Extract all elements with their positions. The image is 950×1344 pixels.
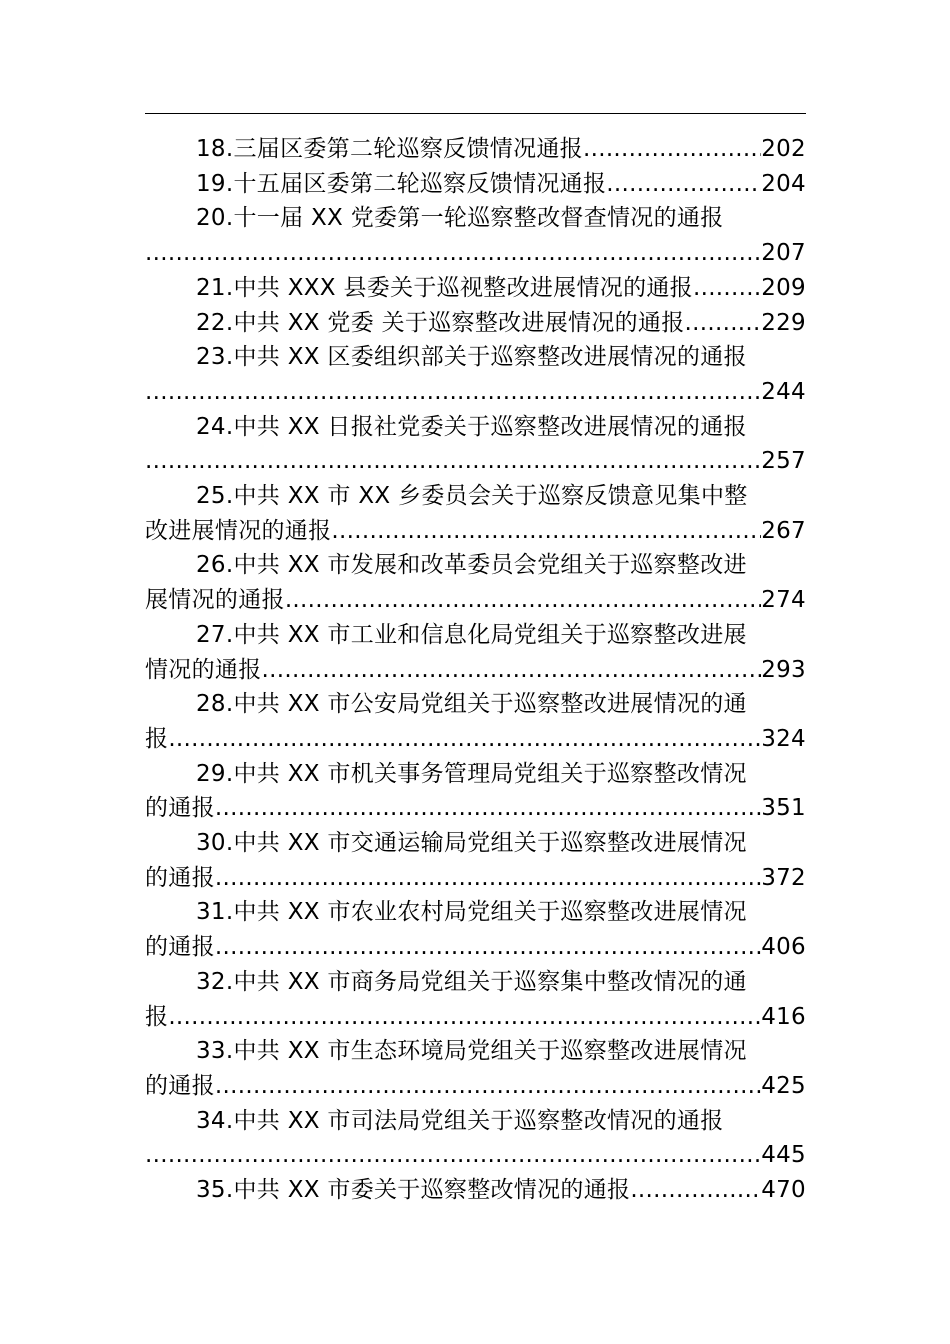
toc-page-number: 470 bbox=[761, 1177, 806, 1204]
toc-page-number: 267 bbox=[761, 517, 806, 544]
toc-entry[interactable] bbox=[145, 340, 806, 409]
toc-entry[interactable] bbox=[145, 757, 806, 826]
toc-entry-title: 19.十五届区委第二轮巡察反馈情况通报 bbox=[196, 170, 607, 197]
toc-leader-dots bbox=[145, 1138, 761, 1173]
toc-entry-title: 18.三届区委第二轮巡察反馈情况通报 bbox=[196, 136, 583, 162]
toc-entry[interactable] bbox=[145, 548, 806, 617]
toc-entry-title: 33.中共 XX 市生态环境局党组关于巡察整改进展情况 bbox=[196, 1038, 747, 1065]
toc-line bbox=[145, 410, 806, 445]
toc-entry-title-continuation: 展情况的通报 bbox=[145, 587, 285, 614]
toc-leader-dots bbox=[215, 1069, 761, 1104]
toc-entry[interactable] bbox=[145, 965, 806, 1034]
toc-line bbox=[145, 340, 806, 375]
toc-line bbox=[145, 236, 806, 271]
toc-leader-dots bbox=[168, 722, 761, 757]
toc-page-number: 406 bbox=[761, 934, 806, 961]
toc-page-number: 274 bbox=[761, 587, 806, 614]
toc-page-number: 202 bbox=[761, 136, 806, 162]
toc-leader-dots bbox=[630, 1173, 761, 1208]
toc-line bbox=[145, 375, 806, 410]
toc-entry-title: 31.中共 XX 市农业农村局党组关于巡察整改进展情况 bbox=[196, 899, 747, 926]
toc-entry[interactable] bbox=[145, 826, 806, 895]
toc-leader-dots bbox=[145, 375, 761, 410]
toc-page-number: 257 bbox=[761, 448, 806, 475]
toc-line bbox=[145, 861, 806, 896]
toc-page-number: 204 bbox=[761, 170, 806, 197]
toc-line bbox=[145, 930, 806, 965]
toc-line bbox=[145, 722, 806, 757]
toc-entry-title-continuation: 的通报 bbox=[145, 1072, 215, 1099]
toc-entry[interactable] bbox=[145, 687, 806, 756]
toc-line bbox=[145, 791, 806, 826]
toc-page-number: 209 bbox=[761, 274, 806, 301]
toc-entry-title: 22.中共 XX 党委 关于巡察整改进展情况的通报 bbox=[196, 309, 685, 336]
toc-entry-title: 25.中共 XX 市 XX 乡委员会关于巡察反馈意见集中整 bbox=[196, 483, 748, 510]
toc-entry-title: 30.中共 XX 市交通运输局党组关于巡察整改进展情况 bbox=[196, 830, 747, 857]
toc-leader-dots bbox=[145, 444, 761, 479]
toc-leader-dots bbox=[285, 583, 761, 618]
toc-entry[interactable] bbox=[145, 618, 806, 687]
toc-line bbox=[145, 1138, 806, 1173]
toc-entry-title: 27.中共 XX 市工业和信息化局党组关于巡察整改进展 bbox=[196, 621, 747, 648]
toc-page-number: 244 bbox=[761, 378, 806, 405]
toc-entry-title: 28.中共 XX 市公安局党组关于巡察整改进展情况的通 bbox=[196, 691, 747, 718]
toc-entry-title: 29.中共 XX 市机关事务管理局党组关于巡察整改情况 bbox=[196, 760, 747, 787]
toc-entry[interactable] bbox=[145, 167, 806, 202]
toc-entry[interactable] bbox=[145, 132, 806, 167]
toc-leader-dots bbox=[215, 791, 761, 826]
toc-line bbox=[145, 895, 806, 930]
toc-page-number: 293 bbox=[761, 656, 806, 683]
header-rule bbox=[145, 113, 806, 114]
toc-page-number: 416 bbox=[761, 1003, 806, 1030]
toc-line bbox=[145, 583, 806, 618]
toc-entry[interactable] bbox=[145, 1034, 806, 1103]
toc-entry-title-continuation: 报 bbox=[145, 1003, 169, 1030]
toc-entry-title-continuation: 报 bbox=[145, 725, 169, 752]
toc-entry-title: 32.中共 XX 市商务局党组关于巡察集中整改情况的通 bbox=[196, 968, 747, 995]
toc-entry-title-continuation: 的通报 bbox=[145, 864, 215, 891]
toc-leader-dots bbox=[262, 653, 762, 688]
toc-line bbox=[145, 965, 806, 1000]
toc-page-number: 372 bbox=[761, 864, 806, 891]
toc-entry-title-continuation: 改进展情况的通报 bbox=[145, 517, 332, 544]
toc-line bbox=[145, 1104, 806, 1139]
toc-line bbox=[145, 479, 806, 514]
toc-line bbox=[145, 687, 806, 722]
toc-page-number: 445 bbox=[761, 1142, 806, 1169]
toc-entry[interactable] bbox=[145, 410, 806, 479]
toc-leader-dots bbox=[215, 861, 761, 896]
toc-entry[interactable] bbox=[145, 201, 806, 270]
toc-leader-dots bbox=[215, 930, 761, 965]
toc-entry[interactable] bbox=[145, 1104, 806, 1173]
toc-page-number: 351 bbox=[761, 795, 806, 822]
toc-entry[interactable] bbox=[145, 271, 806, 306]
toc-page-number: 324 bbox=[761, 725, 806, 752]
toc-line bbox=[145, 132, 806, 167]
toc-entry[interactable] bbox=[145, 1173, 806, 1208]
toc-line bbox=[145, 167, 806, 202]
toc-leader-dots bbox=[145, 236, 761, 271]
toc-leader-dots bbox=[331, 514, 761, 549]
toc-entry-title-continuation: 的通报 bbox=[145, 795, 215, 822]
toc-line bbox=[145, 271, 806, 306]
toc-entry-title: 20.十一届 XX 党委第一轮巡察整改督查情况的通报 bbox=[196, 205, 724, 232]
toc-line bbox=[145, 826, 806, 861]
toc-page-number: 425 bbox=[761, 1072, 806, 1099]
table-of-contents bbox=[145, 132, 806, 1208]
toc-line bbox=[145, 1069, 806, 1104]
toc-entry-title: 21.中共 XXX 县委关于巡视整改进展情况的通报 bbox=[196, 274, 693, 301]
toc-entry[interactable] bbox=[145, 895, 806, 964]
toc-line bbox=[145, 653, 806, 688]
toc-line bbox=[145, 306, 806, 341]
toc-line bbox=[145, 1034, 806, 1069]
toc-entry-title: 26.中共 XX 市发展和改革委员会党组关于巡察整改进 bbox=[196, 552, 747, 579]
toc-line bbox=[145, 618, 806, 653]
toc-leader-dots bbox=[693, 271, 761, 306]
toc-line bbox=[145, 514, 806, 549]
toc-entry-title: 23.中共 XX 区委组织部关于巡察整改进展情况的通报 bbox=[196, 344, 747, 371]
toc-line bbox=[145, 1000, 806, 1035]
toc-line bbox=[145, 757, 806, 792]
toc-leader-dots bbox=[583, 132, 761, 167]
toc-entry-title: 34.中共 XX 市司法局党组关于巡察整改情况的通报 bbox=[196, 1107, 724, 1134]
toc-entry-title-continuation: 情况的通报 bbox=[145, 656, 262, 683]
toc-leader-dots bbox=[606, 167, 761, 202]
toc-leader-dots bbox=[168, 1000, 761, 1035]
toc-entry[interactable] bbox=[145, 306, 806, 341]
toc-line bbox=[145, 548, 806, 583]
toc-entry-title: 35.中共 XX 市委关于巡察整改情况的通报 bbox=[196, 1177, 631, 1204]
toc-page-number: 207 bbox=[761, 240, 806, 267]
toc-entry-title: 24.中共 XX 日报社党委关于巡察整改进展情况的通报 bbox=[196, 413, 747, 440]
toc-line bbox=[145, 444, 806, 479]
toc-entry[interactable] bbox=[145, 479, 806, 548]
toc-page-number: 229 bbox=[761, 309, 806, 336]
toc-line bbox=[145, 1173, 806, 1208]
toc-entry-title-continuation: 的通报 bbox=[145, 934, 215, 961]
toc-leader-dots bbox=[685, 306, 762, 341]
toc-line bbox=[145, 201, 806, 236]
